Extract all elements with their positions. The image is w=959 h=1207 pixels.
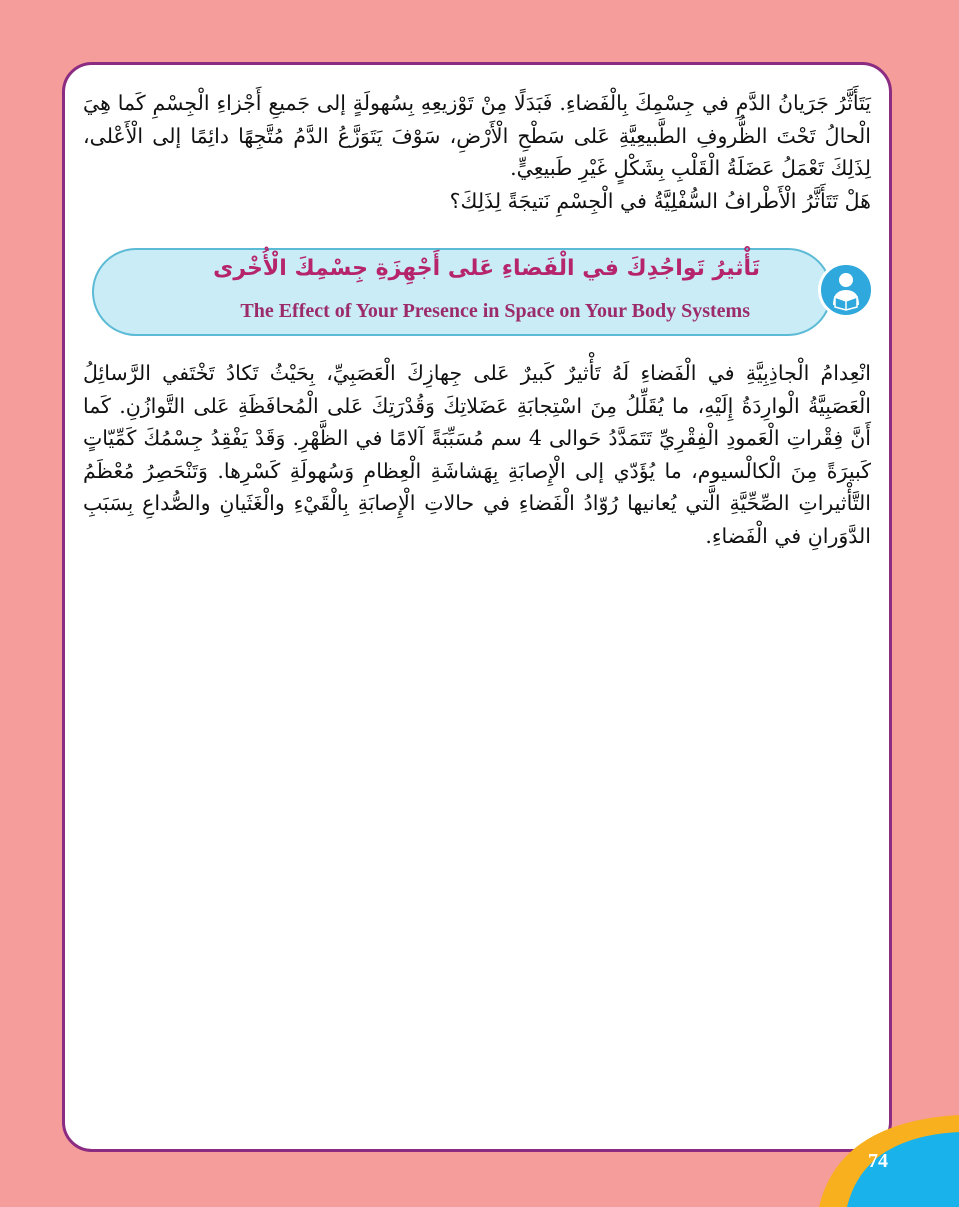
body-section	[83, 357, 871, 552]
reading-student-icon	[818, 262, 874, 318]
intro-paragraph: يَتَأَثَّرُ جَرَيانُ الدَّمِ في جِسْمِكَ بِالْفَضاءِ. فَبَدَلًا مِنْ تَوْزيعِهِ بِسُهولَةٍ إلى جَميعِ أَجْزاءِ الْجِسْمِ كَما هِيَ الْحالُ تَحْتَ الظُّروفِ الطَّبيعِيَّةِ عَلى سَطْحِ الْأَرْضِ، سَوْفَ يَتَوَزَّعُ الدَّمُ مُتَّجِهًا دائِمًا إلى الْأَعْلى، لِذَلِكَ تَعْمَلُ عَضَلَةُ الْقَلْبِ بِشَكْلٍ غَيْرِ طَبيعِيٍّ.	[83, 91, 871, 180]
body-paragraph: انْعِدامُ الْجاذِبِيَّةِ في الْفَضاءِ لَهُ تَأْثيرٌ كَبيرٌ عَلى جِهازِكَ الْعَصَبِيِّ، بِحَيْثُ تَكادُ تَخْتَفي الرَّسائِلُ الْعَصَبِيَّةُ الْوارِدَةُ إِلَيْهِ، ما يُقَلِّلُ مِنَ اسْتِجابَةِ عَضَلاتِكَ وَقُدْرَتِكَ عَلى الْمُحافَظَةِ عَلى التَّوازُنِ. كَما أَنَّ فِقْراتِ الْعَمودِ الْفِقْرِيِّ تَتَمَدَّدُ حَوالى 4 سم مُسَبِّبَةً آلامًا في الظَّهْرِ. وَقَدْ يَفْقِدُ جِسْمُكَ كَمِّيّاتٍ كَبيرَةً مِنَ الْكالْسيوم، ما يُؤَدّي إلى الْإِصابَةِ بِهَشاشَةِ الْعِظامِ وَسُهولَةِ كَسْرِها. وَتَنْحَصِرُ مُعْظَمُ التَّأْثيراتِ الصِّحِّيَّةِ الَّتي يُعانيها رُوّادُ الْفَضاءِ في حالاتِ الْإِصابَةِ بِالْقَيْءِ والْغَثَيانِ والصُّداعِ بِسَبَبِ الدَّوَرانِ في الْفَضاءِ.	[83, 361, 871, 548]
intro-question: هَلْ تَتَأَثَّرُ الْأَطْرافُ السُّفْلِيَّةُ في الْجِسْمِ نَتيجَةً لِذَلِكَ؟	[449, 188, 871, 213]
intro-section	[83, 87, 871, 217]
content-card	[62, 62, 892, 1152]
page-number: 74	[868, 1150, 888, 1172]
section-heading-banner	[92, 248, 832, 336]
page-corner-decoration	[819, 1097, 959, 1207]
section-title-english: The Effect of Your Presence in Space on Your Body Systems	[240, 300, 750, 322]
section-title-arabic: تَأْثيرُ تَواجُدِكَ في الْفَضاءِ عَلى أَجْهِزَةِ جِسْمِكَ الْأُخْرى	[213, 256, 760, 281]
